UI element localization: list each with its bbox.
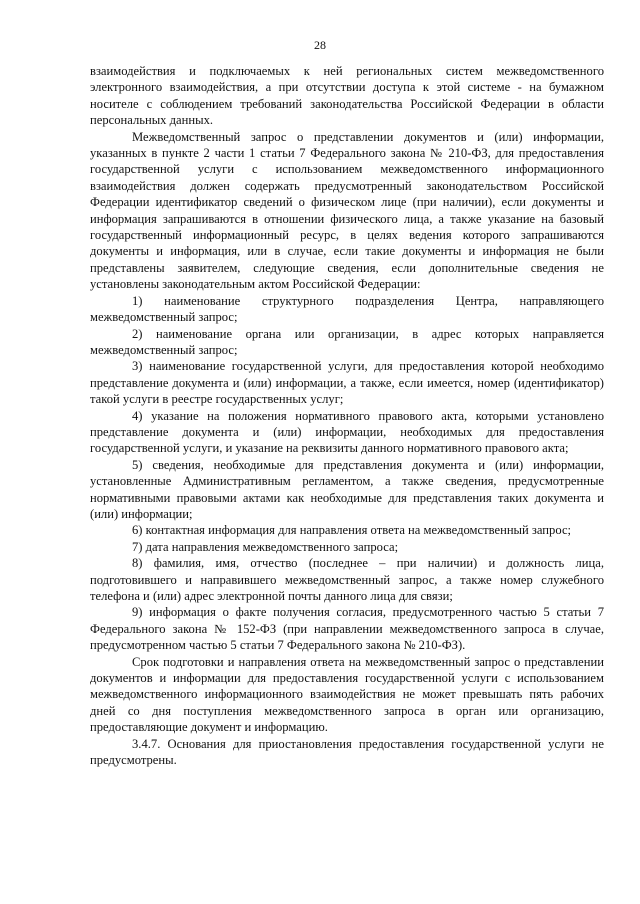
list-item-7: 7) дата направления межведомственного запроса; (132, 539, 399, 554)
paragraph-section-3-4-7: 3.4.7. Основания для приостановления предоставления государственной услуги не предусмотрены. (90, 736, 604, 768)
list-item-1: 1) наименование структурного подразделения Центра, направляющего межведомственный запрос; (90, 293, 604, 325)
page-number: 28 (314, 38, 326, 52)
list-item-6: 6) контактная информация для направления ответа на межведомственный запрос; (132, 523, 572, 538)
paragraph-request-requirements: Межведомственный запрос о представлении документов и (или) информации, указанных в пункте 2 части 1 статьи 7 Федерального закона № 210-ФЗ, для предоставления государственной услуги с использованием межведомственного информационного взаимодействия должен содержать предусмотренный законодательством Российской Федерации идентификатор сведений о физическом лице (при наличии), если документы и информация запрашиваются в отношении физического лица, а также указание на базовый государственный информационный ресурс, в целях ведения которого запрашиваются документы и информация, или в случае, если такие документы и информация не были представлены заявителем, следующие сведения, если дополнительные сведения не установлены законодательным актом Российской Федерации: (90, 129, 604, 292)
paragraph-response-deadline: Срок подготовки и направления ответа на межведомственный запрос о представлении документов и информации для предоставления государственной услуги с использованием межведомственного информационного взаимодействия не может превышать пять рабочих дней со дня поступления межведомственного запроса в орган или организацию, предоставляющие документ и информацию. (90, 654, 604, 735)
list-item-8: 8) фамилия, имя, отчество (последнее – при наличии) и должность лица, подготовившего и направившего межведомственный запрос, а также номер служебного телефона и (или) адрес электронной почты данного лица для связи; (90, 556, 604, 603)
document-body (90, 63, 604, 768)
paragraph-continued: взаимодействия и подключаемых к ней региональных систем межведомственного электронного взаимодействия, а при отсутствии доступа к этой системе - на бумажном носителе с соблюдением требований законодательства Российской Федерации в области персональных данных. (90, 64, 604, 128)
list-item-5: 5) сведения, необходимые для представления документа и (или) информации, установленные Административным регламентом, а также сведения, предусмотренные нормативными правовыми актами как необходимые для представления таких документа и (или) информации; (90, 457, 604, 521)
list-item-4: 4) указание на положения нормативного правового акта, которыми установлено представление документа и (или) информации, необходимых для предоставления государственной услуги, и указание на реквизиты данного нормативного правового акта; (90, 408, 604, 456)
list-item-3: 3) наименование государственной услуги, для предоставления которой необходимо представление документа и (или) информации, а также, если имеется, номер (идентификатор) такой услуги в реестре государственных услуг; (90, 359, 604, 407)
list-item-2: 2) наименование органа или организации, в адрес которых направляется межведомственный запрос; (90, 326, 604, 357)
list-item-9: 9) информация о факте получения согласия, предусмотренного частью 5 статьи 7 Федерального закона № 152-ФЗ (при направлении межведомственного запроса в случае, предусмотренном частью 5 статьи 7 Федерального закона № 210-ФЗ). (90, 605, 604, 653)
